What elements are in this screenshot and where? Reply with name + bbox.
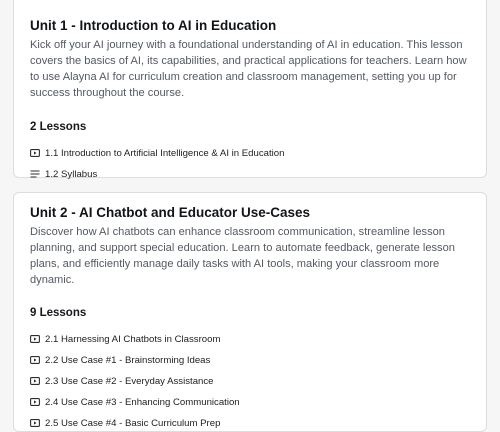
lesson-item-1-2[interactable] [30, 166, 470, 182]
text-lines-icon [30, 169, 40, 179]
lesson-label: 2.5 Use Case #4 - Basic Curriculum Prep [45, 417, 221, 429]
video-icon [30, 334, 40, 344]
video-icon [30, 355, 40, 365]
lesson-label: 2.3 Use Case #2 - Everyday Assistance [45, 375, 214, 387]
lesson-label: 2.2 Use Case #1 - Brainstorming Ideas [45, 354, 211, 366]
lesson-list [30, 145, 470, 182]
video-icon [30, 418, 40, 428]
lesson-count: 9 Lessons [30, 307, 87, 319]
video-icon [30, 397, 40, 407]
unit-card-1 [13, 0, 487, 178]
lesson-count: 2 Lessons [30, 121, 87, 133]
lesson-item-2-5[interactable] [30, 415, 470, 431]
unit-description: Kick off your AI journey with a foundational understanding of AI in education. This lesson covers the basics of AI, its capabilities, and practical applications for teachers. Learn how to use Alayna AI for curriculum creation and classroom management, setting you up for success throughout the course. [30, 39, 467, 99]
lesson-label: 2.4 Use Case #3 - Enhancing Communication [45, 396, 240, 408]
unit-title: Unit 2 - AI Chatbot and Educator Use-Cases [30, 205, 311, 220]
lesson-label: 2.1 Harnessing AI Chatbots in Classroom [45, 333, 221, 345]
lesson-item-2-3[interactable] [30, 373, 470, 389]
lesson-item-2-1[interactable] [30, 331, 470, 347]
unit-description: Discover how AI chatbots can enhance classroom communication, streamline lesson planning, and support special education. Learn to automate feedback, generate lesson plans, and efficiently manage daily tasks with AI tools, making your classroom more dynamic. [30, 226, 455, 286]
lesson-label: 1.1 Introduction to Artificial Intelligence & AI in Education [45, 147, 285, 159]
video-icon [30, 148, 40, 158]
lesson-item-2-4[interactable] [30, 394, 470, 410]
lesson-label: 1.2 Syllabus [45, 168, 98, 180]
lesson-item-2-2[interactable] [30, 352, 470, 368]
lesson-list [30, 331, 470, 431]
video-icon [30, 376, 40, 386]
lesson-item-1-1[interactable] [30, 145, 470, 161]
unit-title: Unit 1 - Introduction to AI in Education [30, 18, 277, 33]
unit-card-2 [13, 192, 487, 432]
